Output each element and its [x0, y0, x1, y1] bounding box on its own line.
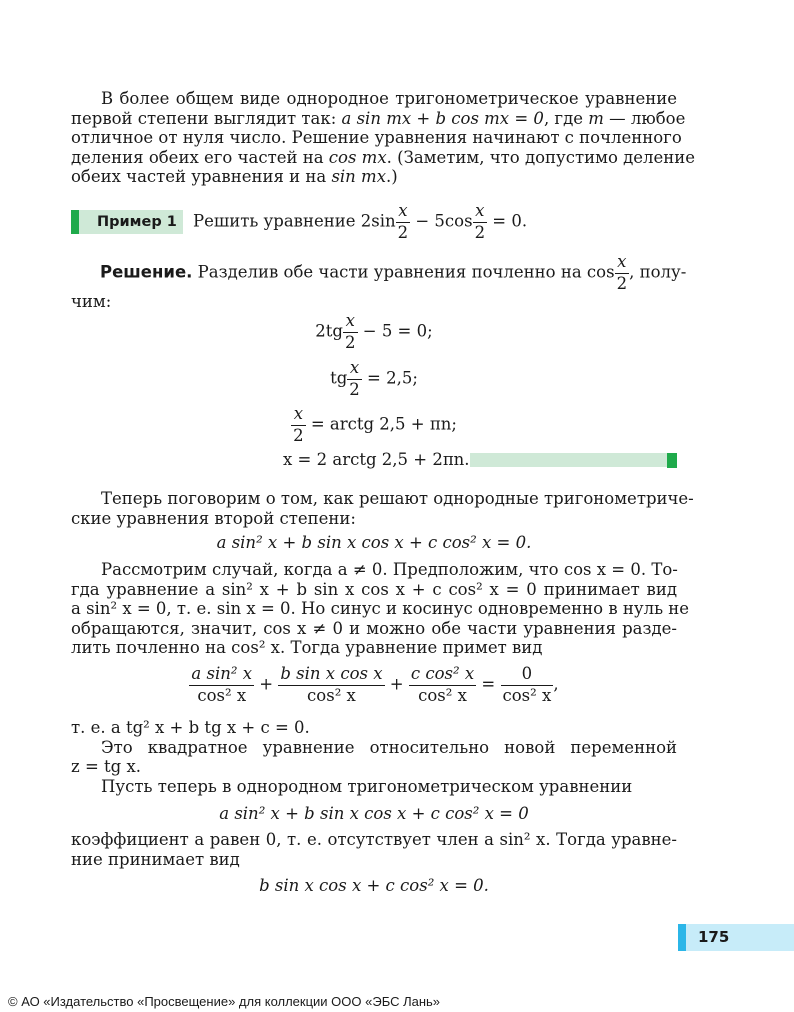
fraction: $\frac{\text{a sin² x}}{\text{cos² x}}$: [191, 664, 253, 705]
intro-paragraph: [71, 89, 696, 187]
equation-2: tg $\frac{x}{2}$ = 2,5;: [330, 358, 418, 399]
solution-line-2: чим:: [71, 292, 112, 311]
equation-homogeneous: a sin² x + b sin x cos x + c cos² x = 0: [219, 804, 529, 823]
second-degree-paragraph: Теперь поговорим о том, как решают однородные тригонометриче- ские уравнения второй степени:: [71, 489, 694, 528]
copyright-footer: © АО «Издательство «Просвещение» для коллекции ООО «ЭБС Лань»: [8, 994, 441, 1009]
page-number: 175: [686, 924, 794, 951]
fraction: $\frac{\text{b sin x cos x}}{\text{cos² x}}$: [280, 664, 383, 705]
fraction: $\frac{x}{2}$: [345, 311, 356, 352]
solution-end-marker: [667, 453, 677, 468]
equation-3: $\frac{x}{2}$ = arctg 2,5 + πn;: [293, 404, 457, 445]
intro-line-2: первой степени выглядит так: a sin mx + b cos mx = 0, где m — любое: [71, 108, 686, 128]
intro-line-5: обеих частей уравнения и на sin mx.): [71, 167, 398, 187]
intro-line-1: В более общем виде однородное тригонометрическое уравнение: [101, 89, 677, 108]
fraction: $\frac{x}{2}$: [616, 252, 628, 293]
example-statement: Решить уравнение 2sin $\frac{x}{2}$ − 5cos $\frac{x}{2}$ = 0.: [193, 201, 528, 242]
intro-line-4: деления обеих его частей на cos mx. (Заметим, что допустимо деление: [71, 147, 696, 167]
equation-4: x = 2 arctg 2,5 + 2πn.: [283, 450, 470, 469]
fraction: $\frac{x}{2}$: [349, 358, 360, 399]
case-paragraph-3: коэффициент a равен 0, т. е. отсутствует член a sin² x. Тогда уравне- ние принимает вид: [71, 830, 677, 869]
fraction: $\frac{x}{2}$: [397, 201, 409, 242]
fraction: $\frac{0}{\text{cos² x}}$: [502, 664, 552, 705]
fraction: $\frac{\text{c cos² x}}{\text{cos² x}}$: [410, 664, 475, 705]
equation-1: 2tg $\frac{x}{2}$ − 5 = 0;: [315, 311, 433, 352]
solution-end-line: [470, 453, 670, 467]
page-number-marker: [678, 924, 686, 951]
equation-divided: $\frac{\text{a sin² x}}{\text{cos² x}}$ + $\frac{\text{b sin x cos x}}{\text{cos² x}}$ + $\frac{\text{c cos² x}}{\text{cos² x}}$ = $\frac{0}{\text{cos² x}}$ ,: [191, 664, 559, 705]
case-paragraph-2: т. е. a tg² x + b tg x + c = 0. Это квадратное уравнение относительно новой переменной z = tg x. Пусть теперь в однородном тригонометрическом уравнении: [71, 718, 677, 796]
solution-line-1: Решение. Разделив обе части уравнения почленно на cos $\frac{x}{2}$ , полу-: [100, 252, 687, 293]
fraction: $\frac{x}{2}$: [293, 404, 304, 445]
intro-line-3: отличное от нуля число. Решение уравнения начинают с почленного: [71, 128, 682, 148]
case-paragraph: Рассмотрим случай, когда a ≠ 0. Предположим, что cos x = 0. То- гда уравнение a sin² x + b sin x cos x + c cos² x = 0 принимает вид a sin² x = 0, т. е. sin x = 0. Но синус и косинус одновременно в нуль не обращаются, значит, cos x ≠ 0 и можно обе части уравнения разде- лить почленно на cos² x. Тогда уравнение примет вид: [71, 560, 690, 658]
fraction: $\frac{x}{2}$: [474, 201, 486, 242]
example-tag: Пример 1: [79, 210, 183, 234]
solution-label: Решение.: [100, 262, 193, 282]
example-marker: [71, 210, 79, 234]
equation-final: b sin x cos x + c cos² x = 0.: [259, 876, 489, 895]
equation-second-degree: a sin² x + b sin x cos x + c cos² x = 0.: [216, 533, 532, 552]
